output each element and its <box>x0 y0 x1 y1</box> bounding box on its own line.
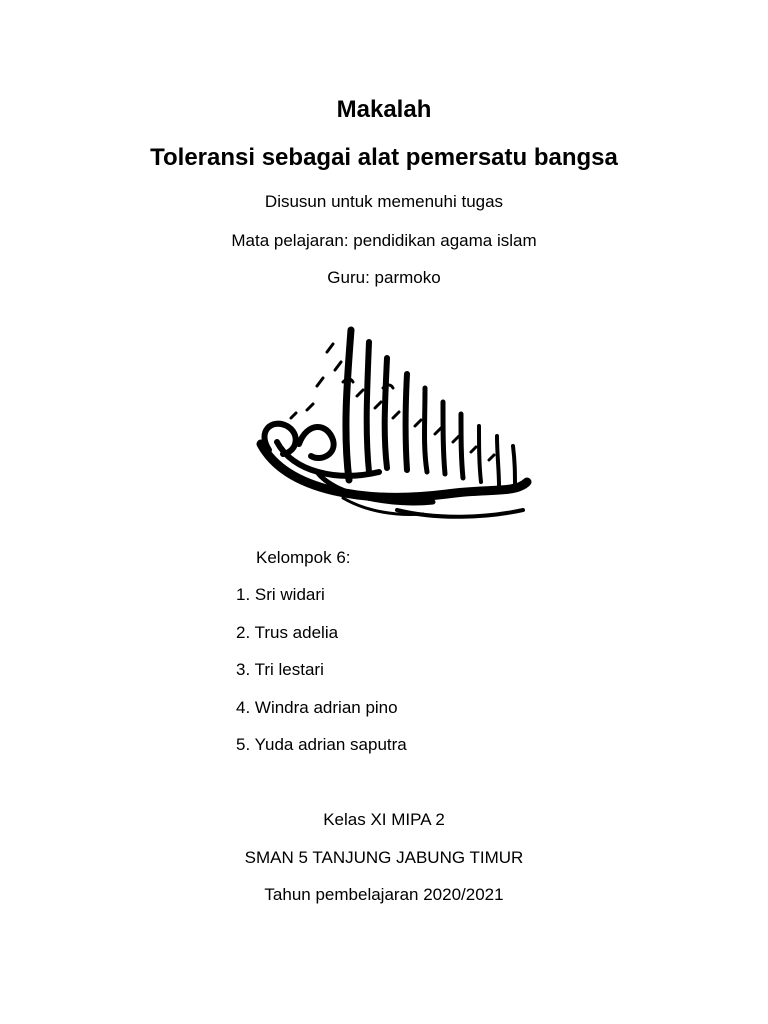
document-subtitle: Toleransi sebagai alat pemersatu bangsa <box>150 144 618 171</box>
school-line: SMAN 5 TANJUNG JABUNG TIMUR <box>244 848 524 867</box>
teacher-line: Guru: parmoko <box>327 268 441 287</box>
member-list <box>236 585 407 773</box>
subject-line: Mata pelajaran: pendidikan agama islam <box>231 231 537 250</box>
document-title: Makalah <box>336 96 432 123</box>
list-item: 5. Yuda adrian saputra <box>236 735 407 754</box>
purpose-line: Disusun untuk memenuhi tugas <box>264 192 504 211</box>
year-line: Tahun pembelajaran 2020/2021 <box>264 885 504 904</box>
list-item: 4. Windra adrian pino <box>236 697 398 717</box>
bismillah-calligraphy-icon <box>247 322 533 530</box>
group-label: Kelompok 6: <box>256 548 351 567</box>
class-line: Kelas XI MIPA 2 <box>323 810 445 829</box>
list-item: 1. Sri widari <box>236 585 325 604</box>
list-item: 2. Trus adelia <box>236 622 339 642</box>
list-item: 3. Tri lestari <box>236 660 324 679</box>
